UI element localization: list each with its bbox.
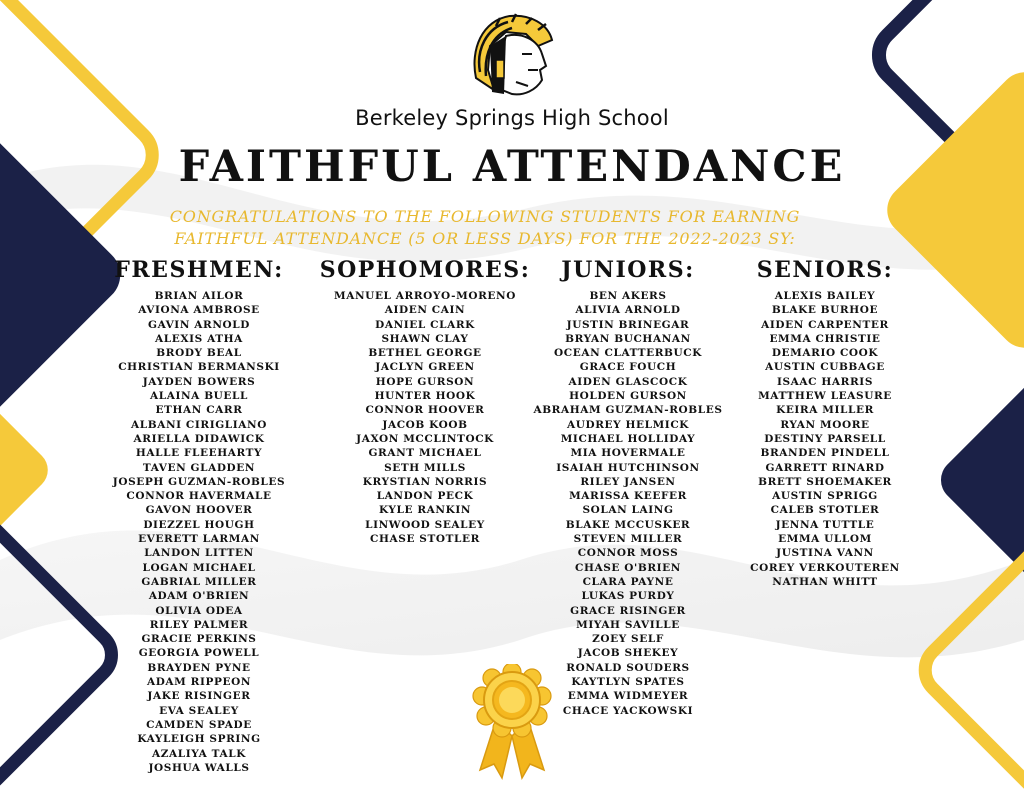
right-gold-outline	[914, 514, 1024, 791]
seniors-student-name: KEIRA MILLER	[776, 404, 874, 417]
freshmen-student-name: GABRIAL MILLER	[141, 575, 257, 588]
juniors-student-name: EMMA WIDMEYER	[567, 690, 689, 703]
sophomores-student-name: HOPE GURSON	[375, 375, 475, 388]
sophomores-student-name: KRYSTIAN NORRIS	[362, 475, 488, 488]
freshmen-student-name: BRAYDEN PYNE	[147, 661, 251, 674]
sophomores-student-name: AIDEN CAIN	[384, 304, 466, 317]
juniors-column	[528, 257, 728, 718]
sophomores-student-name: DANIEL CLARK	[375, 318, 475, 331]
seniors-student-name: GARRETT RINARD	[765, 461, 885, 474]
juniors-student-name: ZOEY SELF	[592, 633, 664, 646]
freshmen-student-name: GEORGIA POWELL	[138, 647, 260, 660]
sophomores-student-name: HUNTER HOOK	[374, 390, 476, 403]
juniors-student-name: MICHAEL HOLLIDAY	[560, 432, 696, 445]
juniors-student-name: BEN AKERS	[589, 290, 667, 302]
juniors-student-name: MIYAH SAVILLE	[576, 618, 680, 631]
seniors-student-name: ALEXIS BAILEY	[774, 290, 876, 302]
juniors-student-name: ABRAHAM GUZMAN-ROBLES	[533, 404, 723, 417]
seniors-student-name: RYAN MOORE	[780, 418, 870, 431]
juniors-student-name: CHACE YACKOWSKI	[562, 704, 694, 717]
freshmen-student-name: AZALIYA TALK	[152, 747, 246, 760]
freshmen-student-name: JOSHUA WALLS	[148, 761, 250, 774]
seniors-student-name: BRANDEN PINDELL	[760, 447, 890, 460]
seniors-student-name: JENNA TUTTLE	[775, 518, 875, 531]
freshmen-list	[104, 289, 294, 775]
seniors-student-name: BLAKE BURHOE	[771, 304, 879, 317]
juniors-student-name: STEVEN MILLER	[573, 533, 683, 546]
sophomores-student-name: BETHEL GEORGE	[368, 347, 482, 360]
juniors-student-name: AUDREY HELMICK	[566, 418, 689, 431]
freshmen-student-name: GRACIE PERKINS	[141, 633, 257, 646]
seniors-student-name: NATHAN WHITT	[772, 575, 878, 588]
seniors-student-name: CALEB STOTLER	[770, 504, 880, 517]
juniors-list	[528, 289, 728, 718]
sophomores-column	[310, 257, 540, 546]
freshmen-student-name: ETHAN CARR	[155, 404, 243, 417]
freshmen-student-name: ADAM RIPPEON	[146, 676, 252, 689]
seniors-student-name: DESTINY PARSELL	[764, 432, 886, 445]
juniors-student-name: JUSTIN BRINEGAR	[566, 318, 690, 331]
seniors-list	[730, 289, 920, 589]
seniors-student-name: EMMA ULLOM	[778, 533, 872, 546]
sophomores-student-name: SHAWN CLAY	[381, 332, 469, 345]
seniors-student-name: EMMA CHRISTIE	[769, 332, 881, 345]
juniors-student-name: GRACE FOUCH	[579, 361, 677, 374]
freshmen-student-name: ALAINA BUELL	[150, 390, 248, 403]
subtitle	[0, 206, 970, 250]
subtitle-line-1: CONGRATULATIONS TO THE FOLLOWING STUDENTS FOR EARNING	[169, 207, 801, 226]
sophomores-student-name: CHASE STOTLER	[370, 533, 480, 546]
juniors-student-name: LUKAS PURDY	[581, 590, 675, 603]
juniors-student-name: RONALD SOUDERS	[566, 661, 690, 674]
freshmen-student-name: EVA SEALEY	[159, 704, 239, 717]
juniors-student-name: CONNOR MOSS	[577, 547, 679, 560]
seniors-student-name: JUSTINA VANN	[776, 547, 874, 560]
freshmen-student-name: JAKE RISINGER	[147, 690, 251, 703]
seniors-student-name: AUSTIN SPRIGG	[772, 490, 878, 503]
sophomores-student-name: CONNOR HOOVER	[365, 404, 485, 417]
seniors-column	[730, 257, 920, 589]
freshmen-student-name: KAYLEIGH SPRING	[137, 733, 261, 746]
sophomores-student-name: KYLE RANKIN	[378, 504, 472, 517]
seniors-student-name: AUSTIN CUBBAGE	[765, 361, 885, 374]
freshmen-student-name: ALBANI CIRIGLIANO	[131, 418, 267, 431]
juniors-student-name: CLARA PAYNE	[582, 575, 674, 588]
sophomores-student-name: JACLYN GREEN	[375, 361, 475, 374]
juniors-student-name: HOLDEN GURSON	[569, 390, 687, 403]
freshmen-student-name: GAVON HOOVER	[145, 504, 253, 517]
freshmen-student-name: LANDON LITTEN	[144, 547, 254, 560]
seniors-student-name: COREY VERKOUTEREN	[750, 561, 900, 574]
juniors-student-name: KAYTLYN SPATES	[571, 676, 685, 689]
juniors-student-name: GRACE RISINGER	[570, 604, 686, 617]
freshmen-column	[104, 257, 294, 775]
seniors-student-name: DEMARIO COOK	[771, 347, 879, 360]
juniors-student-name: MARISSA KEEFER	[569, 490, 687, 503]
juniors-student-name: RILEY JANSEN	[580, 475, 676, 488]
juniors-student-name: BRYAN BUCHANAN	[565, 332, 691, 345]
sophomores-student-name: LINWOOD SEALEY	[365, 518, 485, 531]
sophomores-student-name: LANDON PECK	[376, 490, 474, 503]
juniors-student-name: OCEAN CLATTERBUCK	[554, 347, 702, 360]
school-name: Berkeley Springs High School	[355, 106, 669, 130]
sophomores-student-name: MANUEL ARROYO-MORENO	[334, 290, 516, 302]
sophomores-student-name: SETH MILLS	[384, 461, 466, 474]
sophomores-student-name: JACOB KOOB	[382, 418, 468, 431]
sophomores-heading: SOPHOMORES:	[319, 257, 531, 283]
freshmen-student-name: GAVIN ARNOLD	[148, 318, 250, 331]
juniors-student-name: AIDEN GLASCOCK	[568, 375, 688, 388]
seniors-heading: SENIORS:	[756, 257, 894, 283]
juniors-student-name: SOLAN LAING	[582, 504, 674, 517]
freshmen-student-name: LOGAN MICHAEL	[142, 561, 256, 574]
freshmen-student-name: ARIELLA DIDAWICK	[133, 432, 265, 445]
seniors-student-name: BRETT SHOEMAKER	[758, 475, 892, 488]
seniors-student-name: AIDEN CARPENTER	[761, 318, 889, 331]
juniors-student-name: JACOB SHEKEY	[577, 647, 679, 660]
page-title: FAITHFUL ATTENDANCE	[178, 142, 846, 192]
freshmen-student-name: CHRISTIAN BERMANSKI	[118, 361, 280, 374]
freshmen-student-name: TAVEN GLADDEN	[142, 461, 256, 474]
sophomores-student-name: JAXON MCCLINTOCK	[356, 432, 494, 445]
freshmen-student-name: BRODY BEAL	[156, 347, 242, 360]
freshmen-student-name: CONNOR HAVERMALE	[126, 490, 272, 503]
freshmen-student-name: RILEY PALMER	[149, 618, 249, 631]
subtitle-line-2: FAITHFUL ATTENDANCE (5 OR LESS DAYS) FOR THE 2022-2023 SY:	[174, 229, 796, 248]
freshmen-student-name: EVERETT LARMAN	[138, 533, 260, 546]
juniors-student-name: MIA HOVERMALE	[570, 447, 686, 460]
freshmen-student-name: DIEZZEL HOUGH	[143, 518, 255, 531]
juniors-heading: JUNIORS:	[561, 257, 695, 283]
juniors-student-name: BLAKE MCCUSKER	[565, 518, 691, 531]
freshmen-student-name: JAYDEN BOWERS	[142, 375, 256, 388]
award-ribbon-icon	[470, 664, 554, 782]
juniors-student-name: ALIVIA ARNOLD	[575, 304, 681, 317]
juniors-student-name: ISAIAH HUTCHINSON	[556, 461, 700, 474]
freshmen-student-name: ADAM O'BRIEN	[148, 590, 250, 603]
freshmen-student-name: BRIAN AILOR	[154, 290, 244, 302]
freshmen-student-name: JOSEPH GUZMAN-ROBLES	[112, 475, 286, 488]
freshmen-student-name: HALLE FLEEHARTY	[135, 447, 263, 460]
freshmen-student-name: ALEXIS ATHA	[155, 332, 243, 345]
freshmen-student-name: CAMDEN SPADE	[146, 718, 252, 731]
seniors-student-name: ISAAC HARRIS	[776, 375, 873, 388]
sophomores-list	[310, 289, 540, 546]
sophomores-student-name: GRANT MICHAEL	[368, 447, 482, 460]
freshmen-heading: FRESHMEN:	[114, 257, 284, 283]
right-navy-diamond	[932, 367, 1024, 593]
juniors-student-name: CHASE O'BRIEN	[575, 561, 681, 574]
freshmen-student-name: AVIONA AMBROSE	[138, 304, 260, 317]
freshmen-student-name: OLIVIA ODEA	[155, 604, 243, 617]
indian-chief-logo-icon	[466, 10, 558, 106]
seniors-student-name: MATTHEW LEASURE	[758, 390, 892, 403]
